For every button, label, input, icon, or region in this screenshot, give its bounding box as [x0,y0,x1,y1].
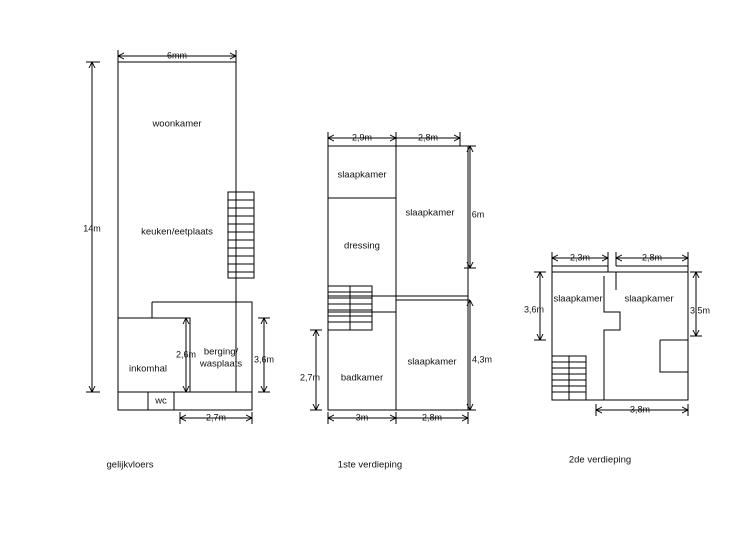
dimension-second-35: 3,5m [689,305,711,316]
room-label-berging-line1: berging/ [203,346,239,358]
room-label-woonkamer: woonkamer [152,118,202,130]
dimension-first-27: 2,7m [299,372,321,383]
room-label-wc: wc [155,395,167,407]
ground-floor-stairs [228,192,254,278]
dimension-ground-26: 2,6m [175,349,197,360]
dimension-first-3: 3m [355,412,369,423]
dimension-first-6: 6m [471,209,485,220]
room-label-inkomhal: inkomhal [128,363,168,375]
floor-caption-1ste-verdieping: 1ste verdieping [337,459,403,471]
dimension-second-28: 2,8m [641,252,663,263]
dimension-ground-left: 14m [83,223,101,234]
dimension-first-28-top: 2,8m [417,132,439,143]
dimension-ground-27: 2,7m [205,412,227,423]
dimension-second-23: 2,3m [569,252,591,263]
dimension-first-29: 2,9m [351,132,373,143]
dimension-first-43: 4,3m [471,354,493,365]
room-label-slaapkamer-top-left: slaapkamer [337,169,387,181]
room-label-dressing: dressing [344,240,380,252]
dimension-second-36: 3,6m [523,304,545,315]
first-floor-dimensions [310,132,476,424]
room-label-badkamer: badkamer [340,372,384,384]
second-floor-stairs [552,356,586,400]
dimension-ground-top: 6mm [167,50,187,61]
dimension-first-28-bottom: 2,8m [421,412,443,423]
first-floor-walls [328,146,470,410]
dimension-ground-36: 3,6m [253,354,275,365]
floor-caption-gelijkvloers: gelijkvloers [106,459,154,471]
room-label-slaapkamer-top-right: slaapkamer [405,207,455,219]
room-label-keuken-eetplaats: keuken/eetplaats [141,226,213,238]
room-label-slaapkamer-bottom-right: slaapkamer [407,356,457,368]
room-label-slaapkamer-left: slaapkamer [553,293,603,305]
dimension-second-38: 3,8m [629,404,651,415]
first-floor-stairs [328,286,372,330]
room-label-wasplaats-line2: wasplaats [199,358,243,370]
second-floor-dimensions [534,252,702,416]
floor-caption-2de-verdieping: 2de verdieping [568,454,632,466]
room-label-slaapkamer-right: slaapkamer [624,293,674,305]
